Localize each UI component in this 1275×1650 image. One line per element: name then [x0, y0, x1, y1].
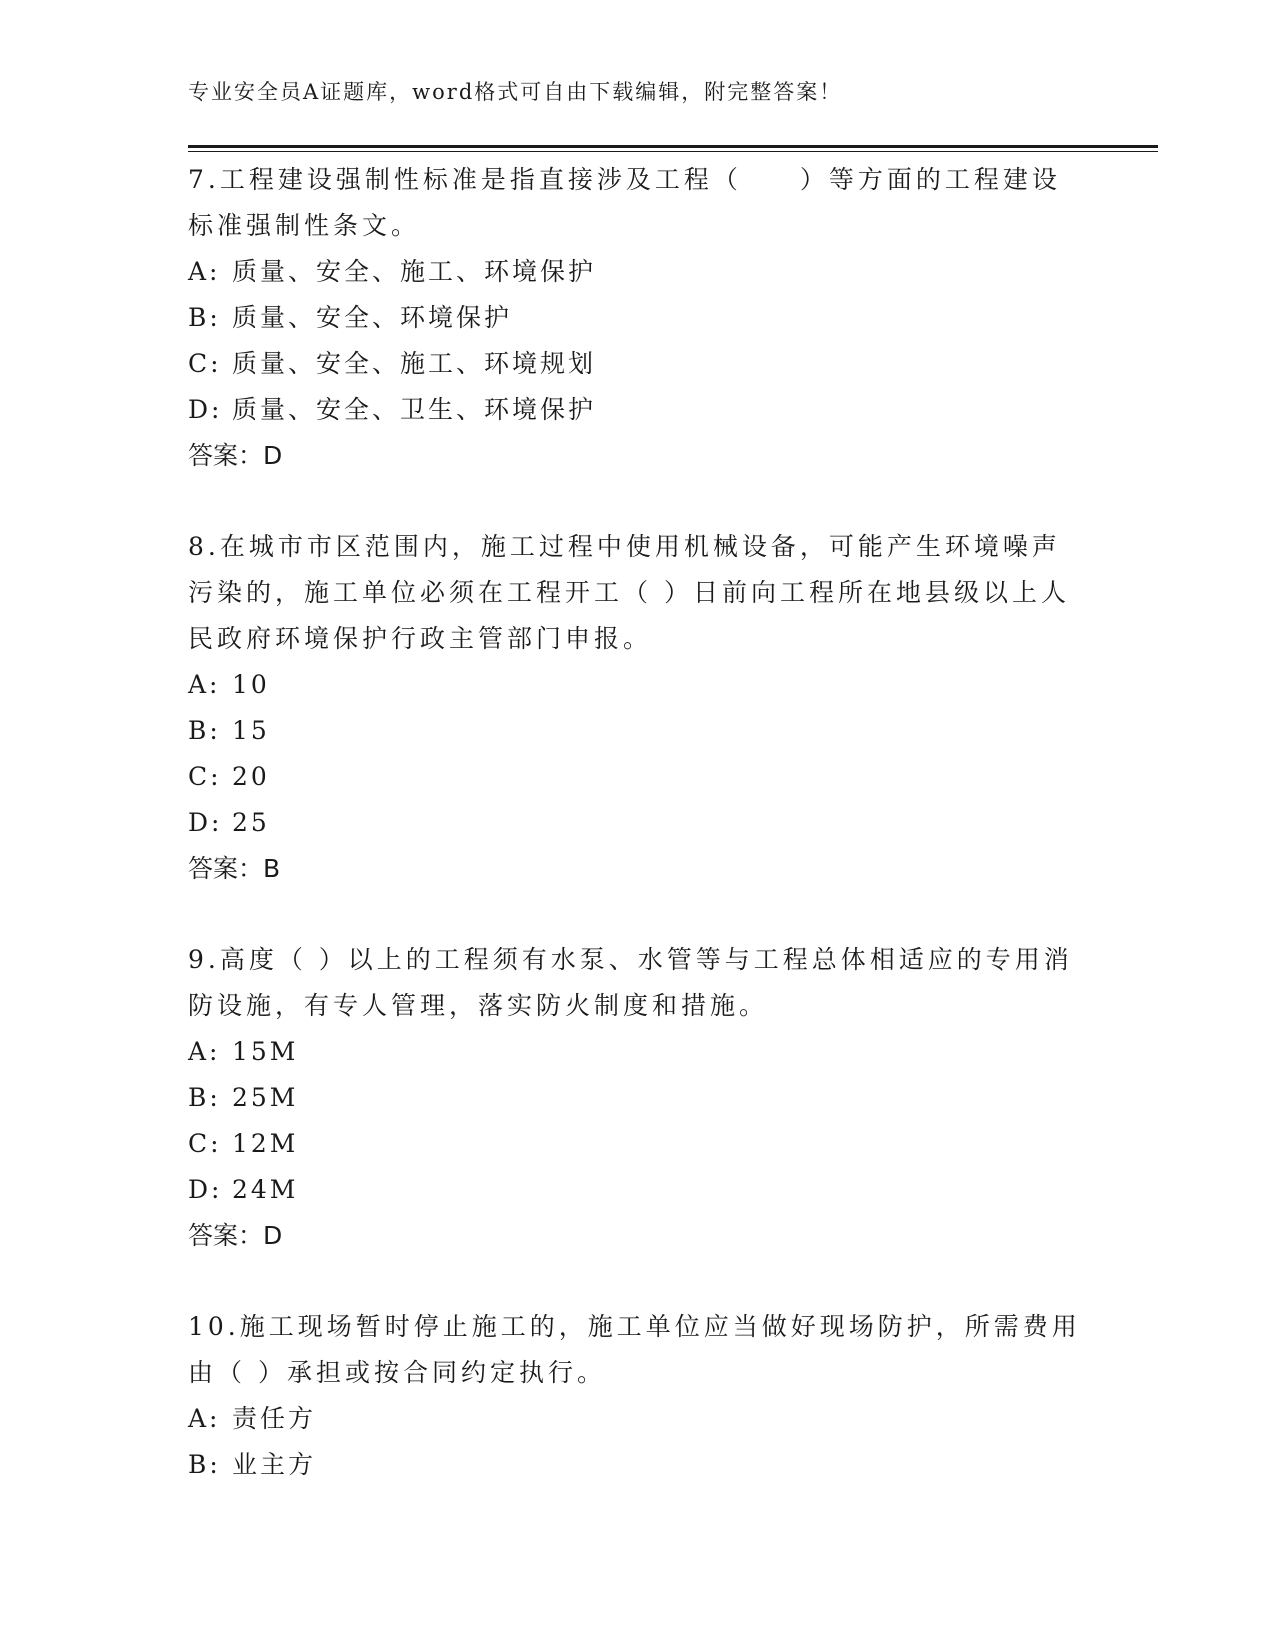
option-d: [188, 1167, 1088, 1213]
question-9: [188, 937, 1088, 1259]
option-b: [188, 1442, 1088, 1488]
question-stem: 10.施工现场暂时停止施工的，施工单位应当做好现场防护，所需费用由（ ）承担或按合同约定执行。: [188, 1312, 1081, 1387]
option-key: D:: [188, 808, 223, 837]
question-list: [188, 157, 1088, 1488]
option-key: A:: [188, 257, 221, 286]
option-d: [188, 800, 1088, 846]
option-text: 25: [232, 808, 270, 837]
option-a: [188, 662, 1088, 708]
option-key: D:: [188, 1175, 223, 1204]
option-b: [188, 1075, 1088, 1121]
question-stem: 8.在城市市区范围内，施工过程中使用机械设备，可能产生环境噪声污染的，施工单位必须在工程开工（ ）日前向工程所在地县级以上人民政府环境保护行政主管部门申报。: [188, 532, 1070, 653]
option-key: A:: [188, 670, 221, 699]
option-a: [188, 249, 1088, 295]
header-rule-thin: [188, 151, 1158, 152]
option-a: [188, 1396, 1088, 1442]
option-text: 质量、安全、施工、环境规划: [232, 349, 597, 378]
question-10: [188, 1304, 1088, 1488]
option-key: C:: [188, 349, 222, 378]
option-text: 20: [232, 762, 270, 791]
option-key: D:: [188, 395, 223, 424]
option-text: 质量、安全、卫生、环境保护: [232, 395, 597, 424]
option-text: 12M: [232, 1129, 299, 1158]
answer-line: 答案：D: [188, 1221, 283, 1250]
option-key: B:: [188, 303, 221, 332]
option-text: 质量、安全、施工、环境保护: [232, 257, 597, 286]
answer-line: 答案：D: [188, 441, 283, 470]
spacer: [188, 479, 1088, 524]
option-d: [188, 387, 1088, 433]
option-text: 15: [232, 716, 270, 745]
question-8: [188, 524, 1088, 892]
spacer: [188, 892, 1088, 937]
option-key: B:: [188, 716, 221, 745]
option-key: A:: [188, 1037, 221, 1066]
option-key: C:: [188, 1129, 222, 1158]
answer-line: 答案：B: [188, 854, 281, 883]
option-text: 15M: [232, 1037, 299, 1066]
option-text: 25M: [232, 1083, 299, 1112]
option-key: A:: [188, 1404, 221, 1433]
option-c: [188, 341, 1088, 387]
option-c: [188, 1121, 1088, 1167]
option-text: 10: [232, 670, 270, 699]
option-b: [188, 708, 1088, 754]
header-rule-thick: [188, 145, 1158, 148]
question-stem: 7.工程建设强制性标准是指直接涉及工程（ ）等方面的工程建设标准强制性条文。: [188, 165, 1061, 240]
question-7: [188, 157, 1088, 479]
option-key: B:: [188, 1083, 221, 1112]
option-key: C:: [188, 762, 222, 791]
page-header: 专业安全员A证题库，word格式可自由下载编辑，附完整答案！: [188, 80, 843, 104]
option-c: [188, 754, 1088, 800]
option-text: 24M: [232, 1175, 299, 1204]
option-b: [188, 295, 1088, 341]
option-key: B:: [188, 1450, 221, 1479]
question-stem: 9.高度（ ）以上的工程须有水泵、水管等与工程总体相适应的专用消防设施，有专人管理，落实防火制度和措施。: [188, 945, 1073, 1020]
option-text: 质量、安全、环境保护: [232, 303, 513, 332]
option-text: 业主方: [232, 1450, 317, 1479]
option-a: [188, 1029, 1088, 1075]
spacer: [188, 1259, 1088, 1304]
option-text: 责任方: [232, 1404, 317, 1433]
